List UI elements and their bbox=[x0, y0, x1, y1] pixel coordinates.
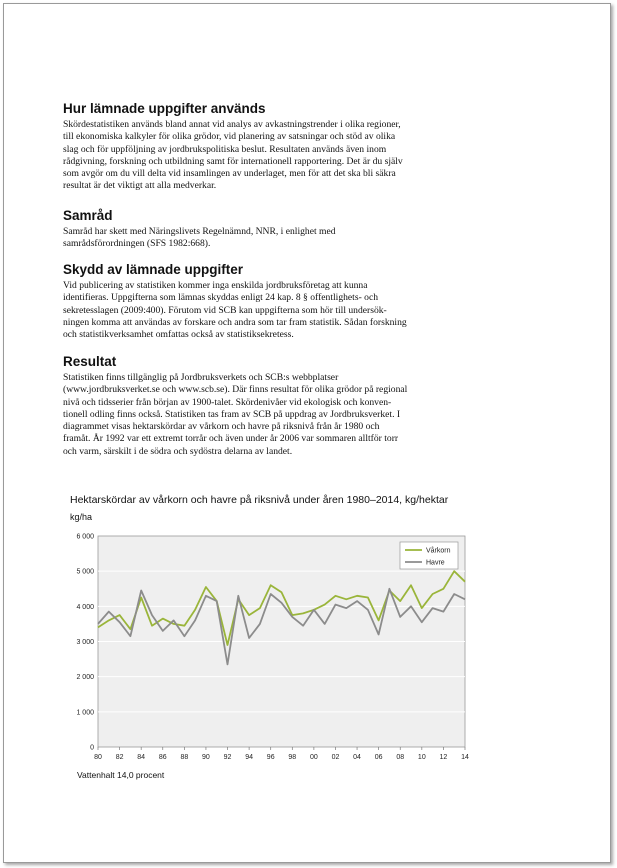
x-tick-label: 92 bbox=[223, 754, 232, 761]
section-consultation bbox=[63, 208, 473, 251]
section-results bbox=[63, 354, 473, 458]
x-tick-label: 14 bbox=[461, 754, 469, 761]
x-tick-label: 06 bbox=[374, 754, 383, 761]
section-protection bbox=[63, 262, 473, 341]
chart-y-unit: kg/ha bbox=[70, 512, 93, 522]
x-tick-label: 82 bbox=[115, 754, 124, 761]
x-tick-label: 02 bbox=[331, 754, 340, 761]
x-tick-label: 90 bbox=[202, 754, 210, 761]
y-tick-label: 0 bbox=[90, 744, 94, 752]
x-tick-label: 98 bbox=[288, 754, 297, 761]
paragraph-protection: Vid publicering av statistiken kommer inga enskilda jordbruksföretag att kunna identifieras. Uppgifterna som lämnas skyddas enligt 24 kap. 8 § offentlighets- och sekretesslagen (2009:400). Förutom vid SCB kan uppgifterna som hör till undersök- ningen komma att användas av forskare och andra som tar fram statistik. Sådan forskning och statistikverksamhet omfattas också av statistiksekretess. bbox=[63, 280, 407, 341]
x-tick-label: 84 bbox=[137, 754, 146, 761]
x-tick-label: 10 bbox=[417, 754, 426, 761]
heading-protection: Skydd av lämnade uppgifter bbox=[63, 262, 244, 277]
y-tick-label: 3 000 bbox=[76, 639, 94, 646]
paragraph-usage: Skördestatistiken används bland annat vid analys av avkastningstrender i olika regioner, till ekonomiska kalkyler för olika grödor, vid planering av satsningar och stöd av olika slag och för uppföljning av jordbrukspolitiska beslut. Resultaten används även inom rådgivning, forskning och utbildning samt för internationell rapportering. Det är du själv som avgör om du vill delta vid insamlingen av underlaget, men för att det ska bli säkra resultat är det viktigt att alla medverkar. bbox=[63, 119, 403, 192]
x-tick-label: 04 bbox=[353, 754, 361, 761]
section-usage bbox=[63, 101, 473, 193]
x-tick-label: 12 bbox=[439, 754, 448, 761]
x-tick-label: 94 bbox=[245, 754, 254, 761]
x-tick-label: 08 bbox=[396, 754, 405, 761]
x-tick-label: 80 bbox=[94, 754, 102, 761]
x-tick-label: 88 bbox=[180, 754, 189, 761]
y-tick-label: 2 000 bbox=[76, 674, 94, 682]
y-tick-label: 4 000 bbox=[76, 603, 94, 611]
chart-footnote: Vattenhalt 14,0 procent bbox=[77, 770, 165, 780]
paragraph-consultation: Samråd har skett med Näringslivets Regelnämnd, NNR, i enlighet med samrådsförordningen (SFS 1982:668). bbox=[63, 226, 336, 250]
chart-title: Hektarskördar av vårkorn och havre på riksnivå under åren 1980–2014, kg/hektar bbox=[70, 494, 449, 506]
y-tick-label: 1 000 bbox=[76, 709, 94, 717]
legend-label: Havre bbox=[426, 559, 445, 567]
y-tick-label: 6 000 bbox=[76, 533, 94, 541]
y-tick-label: 5 000 bbox=[76, 568, 94, 576]
x-tick-label: 86 bbox=[158, 754, 167, 761]
heading-results: Resultat bbox=[63, 354, 117, 369]
heading-usage: Hur lämnade uppgifter används bbox=[63, 101, 266, 116]
legend-label: Vårkorn bbox=[426, 547, 451, 555]
yield-line-chart bbox=[60, 526, 480, 762]
x-tick-label: 96 bbox=[266, 754, 275, 761]
paragraph-results: Statistiken finns tillgänglig på Jordbruksverkets och SCB:s webbplatser (www.jordbruksverket.se och www.scb.se). Där finns resultat för olika grödor på regional nivå och tidsserier från början av 1900-talet. Skördenivåer vid ekologisk och konven- tionell odling finns också. Statistiken tas fram av SCB på uppdrag av Jordbruksverket. I diagrammet visas hektarskördar av vårkorn och havre på riksnivå från år 1980 och framåt. År 1992 var ett extremt torrår och även under år 2006 var sommaren alltför torr och varm, särskilt i de södra och sydöstra delarna av landet. bbox=[63, 372, 408, 457]
heading-consultation: Samråd bbox=[63, 208, 113, 223]
x-tick-label: 00 bbox=[309, 754, 318, 761]
